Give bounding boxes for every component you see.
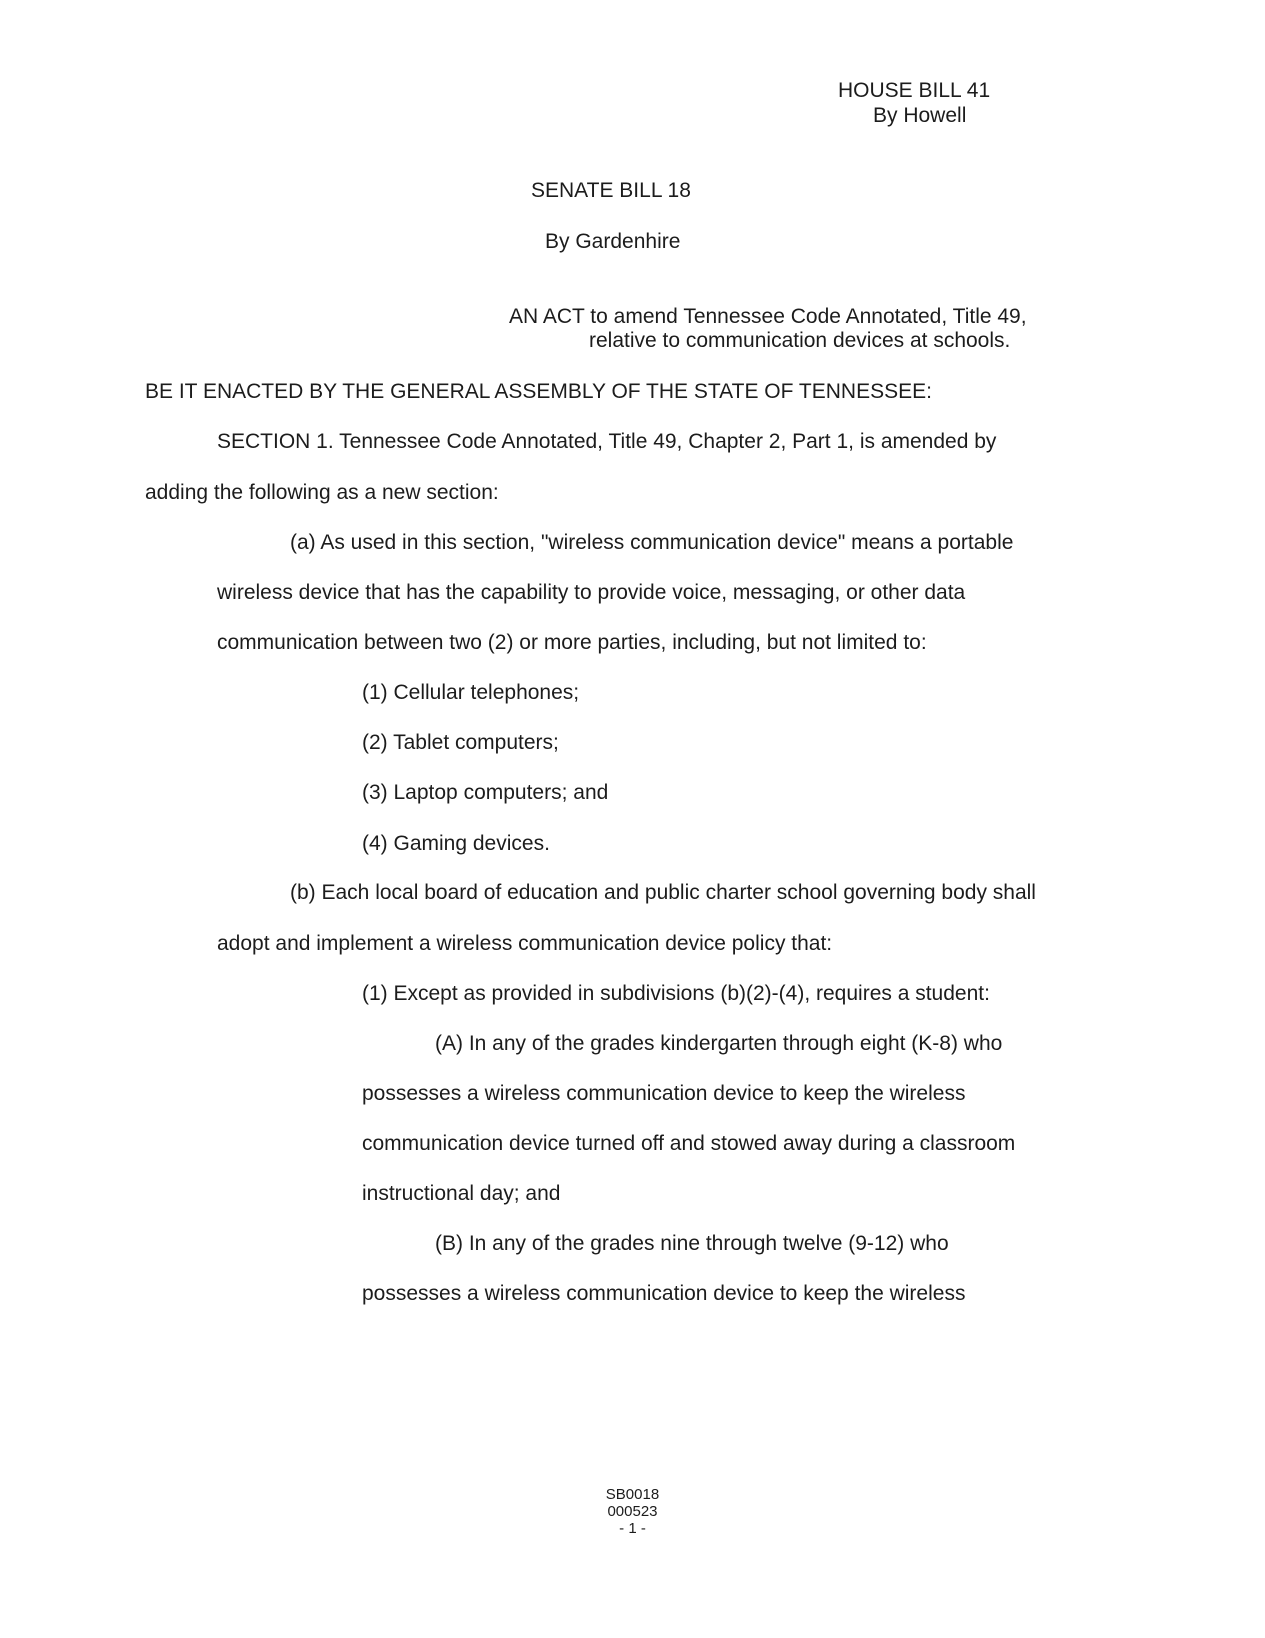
clause-b1-A-line-3: communication device turned off and stowed away during a classroom bbox=[362, 1132, 1016, 1155]
subsection-b-line-2: adopt and implement a wireless communication device policy that: bbox=[217, 932, 833, 955]
caption-line-1: AN ACT to amend Tennessee Code Annotated, Title 49, bbox=[509, 305, 1027, 328]
subdivision-b1: (1) Except as provided in subdivisions (b)(2)-(4), requires a student: bbox=[362, 982, 990, 1005]
clause-b1-A-line-1: (A) In any of the grades kindergarten through eight (K-8) who bbox=[435, 1032, 1003, 1055]
footer-doc-number: 000523 bbox=[607, 1503, 658, 1520]
footer-page-number: - 1 - bbox=[619, 1520, 646, 1537]
list-item: (4) Gaming devices. bbox=[362, 832, 550, 855]
subsection-b-line-1: (b) Each local board of education and public charter school governing body shall bbox=[290, 881, 1036, 904]
clause-b1-B-line-1: (B) In any of the grades nine through twelve (9-12) who bbox=[435, 1232, 949, 1255]
clause-b1-B-line-2: possesses a wireless communication device to keep the wireless bbox=[362, 1282, 966, 1305]
clause-b1-A-line-2: possesses a wireless communication device to keep the wireless bbox=[362, 1082, 966, 1105]
list-item: (3) Laptop computers; and bbox=[362, 781, 609, 804]
subsection-a-line-1: (a) As used in this section, "wireless communication device" means a portable bbox=[290, 531, 1014, 554]
footer-bill-code: SB0018 bbox=[605, 1486, 660, 1503]
senate-bill-number: SENATE BILL 18 bbox=[531, 179, 691, 202]
caption-line-2: relative to communication devices at schools. bbox=[589, 329, 1011, 352]
section-1-line-1: SECTION 1. Tennessee Code Annotated, Title 49, Chapter 2, Part 1, is amended by bbox=[217, 430, 997, 453]
section-1-line-2: adding the following as a new section: bbox=[145, 481, 499, 504]
subsection-a-line-2: wireless device that has the capability to provide voice, messaging, or other data bbox=[217, 581, 966, 604]
subsection-a-line-3: communication between two (2) or more parties, including, but not limited to: bbox=[217, 631, 927, 654]
house-bill-sponsor: By Howell bbox=[873, 104, 967, 127]
house-bill-number: HOUSE BILL 41 bbox=[838, 79, 991, 102]
senate-bill-sponsor: By Gardenhire bbox=[545, 230, 681, 253]
list-item: (1) Cellular telephones; bbox=[362, 681, 580, 704]
enacting-clause: BE IT ENACTED BY THE GENERAL ASSEMBLY OF THE STATE OF TENNESSEE: bbox=[145, 380, 932, 403]
list-item: (2) Tablet computers; bbox=[362, 731, 559, 754]
clause-b1-A-line-4: instructional day; and bbox=[362, 1182, 561, 1205]
